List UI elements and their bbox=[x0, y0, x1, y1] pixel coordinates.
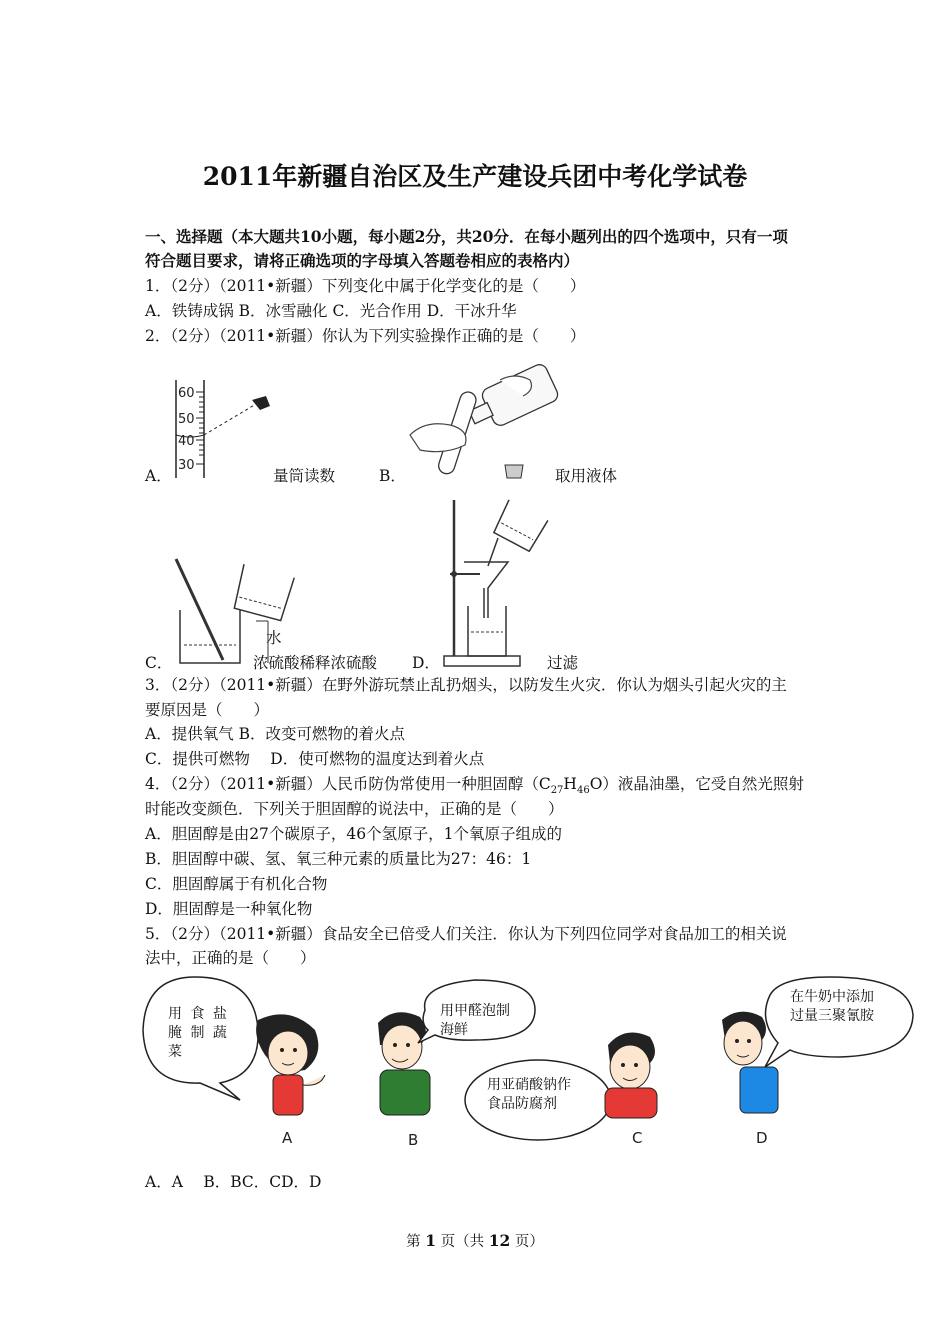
formula-subscript: 27 bbox=[550, 785, 564, 797]
footer-text: 第 bbox=[406, 1234, 426, 1250]
page-footer bbox=[0, 1230, 950, 1251]
q4-option-c: C．胆固醇属于有机化合物 bbox=[145, 875, 328, 893]
q2-stem: 2．（2分）（2011•新疆）你认为下列实验操作正确的是（ ） bbox=[145, 327, 586, 345]
section-heading-line1: 一、选择题（本大题共10小题，每小题2分，共20分．在每小题列出的四个选项中，只有一项 bbox=[145, 227, 788, 246]
bubble-b-text bbox=[440, 1002, 510, 1040]
bubble-c-line: 用亚硝酸钠作 bbox=[487, 1077, 571, 1093]
student-c-label: C bbox=[632, 1129, 643, 1147]
q5-options: A．A B．BC．CD．D bbox=[145, 1173, 322, 1191]
student-a-label: A bbox=[282, 1129, 293, 1147]
footer-text: 页（共 bbox=[436, 1234, 489, 1250]
formula-element: H bbox=[563, 775, 577, 793]
bubble-c-line: 食品防腐剂 bbox=[487, 1096, 557, 1112]
total-pages: 12 bbox=[488, 1231, 511, 1250]
q5-stem-line2: 法中，正确的是（ ） bbox=[145, 949, 316, 967]
footer-text: 页） bbox=[510, 1234, 544, 1250]
q5-stem-line1: 5．（2分）（2011•新疆）食品安全已倍受人们关注．你认为下列四位同学对食品加工的相关说 bbox=[145, 925, 787, 943]
q3-stem-line2: 要原因是（ ） bbox=[145, 701, 270, 719]
beaker-icon bbox=[180, 610, 240, 663]
formula-subscript: 46 bbox=[576, 785, 590, 797]
q1-stem: 1．（2分）（2011•新疆）下列变化中属于化学变化的是（ ） bbox=[145, 277, 586, 295]
q2-option-c-water-label: 水 bbox=[266, 629, 282, 647]
page-number: 1 bbox=[425, 1231, 436, 1250]
q2-option-c-letter: C． bbox=[145, 654, 173, 672]
bubble-a-text bbox=[168, 1005, 229, 1062]
hand-icon bbox=[410, 424, 466, 452]
iron-stand-base-icon bbox=[444, 656, 520, 666]
cylinder-tick-label: 40 bbox=[178, 434, 195, 449]
q4-option-b: B．胆固醇中碳、氢、氧三种元素的质量比为27：46：1 bbox=[145, 850, 532, 868]
beaker-icon bbox=[492, 500, 548, 552]
section-heading-line2: 符合题目要求，请将正确选项的字母填入答题卷相应的表格内） bbox=[145, 251, 580, 270]
q2-option-d-caption: 过滤 bbox=[547, 654, 579, 672]
q2-option-b-letter: B． bbox=[379, 467, 406, 485]
beaker-icon bbox=[232, 564, 294, 621]
cylinder-tick-label: 60 bbox=[178, 386, 195, 401]
q2-option-a-letter: A． bbox=[145, 467, 172, 485]
q2-option-a-caption: 量筒读数 bbox=[273, 467, 336, 485]
student-b-boy-icon bbox=[378, 1012, 430, 1115]
filtration-figure bbox=[440, 498, 550, 670]
bubble-b-line: 海鲜 bbox=[440, 1022, 468, 1038]
bubble-a-line: 菜 bbox=[168, 1044, 184, 1060]
q3-options-line1: A．提供氧气 B．改变可燃物的着火点 bbox=[145, 725, 406, 743]
q3-stem-line1: 3．（2分）（2011•新疆）在野外游玩禁止乱扔烟头，以防发生火灾．你认为烟头引起火灾的主 bbox=[145, 676, 787, 694]
bubble-d-line: 在牛奶中添加 bbox=[790, 989, 874, 1005]
bubble-d-line: 过量三聚氰胺 bbox=[790, 1008, 874, 1024]
student-b-label: B bbox=[408, 1131, 419, 1149]
q4-stem-text: O）液晶油墨，它受自然光照射 bbox=[589, 775, 804, 793]
q4-option-d: D．胆固醇是一种氧化物 bbox=[145, 900, 313, 918]
q4-stem-text: 4．（2分）（2011•新疆）人民币防伪常使用一种胆固醇（C bbox=[145, 775, 551, 793]
pouring-liquid-figure bbox=[405, 350, 560, 485]
q4-stem-line2: 时能改变颜色．下列关于胆固醇的说法中，正确的是（ ） bbox=[145, 800, 564, 818]
eye-icon bbox=[252, 396, 270, 410]
q2-option-b-caption: 取用液体 bbox=[555, 467, 618, 485]
cylinder-tick-label: 30 bbox=[178, 458, 195, 473]
bubble-b-line: 用甲醛泡制 bbox=[440, 1003, 510, 1019]
cylinder-tick-label: 50 bbox=[178, 412, 195, 427]
bubble-a-line: 用 食 盐 bbox=[168, 1006, 229, 1022]
student-a-girl-icon bbox=[256, 1014, 325, 1115]
bottle-stopper-icon bbox=[505, 465, 523, 478]
q3-options-line2: C．提供可燃物 D．使可燃物的温度达到着火点 bbox=[145, 750, 485, 768]
q2-option-c-caption: 浓硫酸稀释浓硫酸 bbox=[253, 654, 378, 672]
funnel-icon bbox=[464, 562, 508, 618]
page-title: 2011年新疆自治区及生产建设兵团中考化学试卷 bbox=[202, 162, 748, 191]
bubble-c-text bbox=[487, 1076, 571, 1114]
q4-option-a: A．胆固醇是由27个碳原子，46个氢原子，1个氧原子组成的 bbox=[145, 825, 563, 843]
bubble-d-text bbox=[790, 988, 874, 1026]
q2-option-d-letter: D． bbox=[412, 654, 440, 672]
student-d-label: D bbox=[756, 1129, 768, 1147]
beaker-icon bbox=[468, 606, 506, 656]
student-c-boy-icon bbox=[605, 1033, 657, 1119]
q1-options: A．铁铸成锅 B．冰雪融化 C．光合作用 D．干冰升华 bbox=[145, 302, 517, 320]
q4-stem-line1 bbox=[145, 774, 804, 801]
bubble-a-line: 腌 制 蔬 bbox=[168, 1025, 229, 1041]
graduated-cylinder-figure bbox=[168, 378, 278, 480]
